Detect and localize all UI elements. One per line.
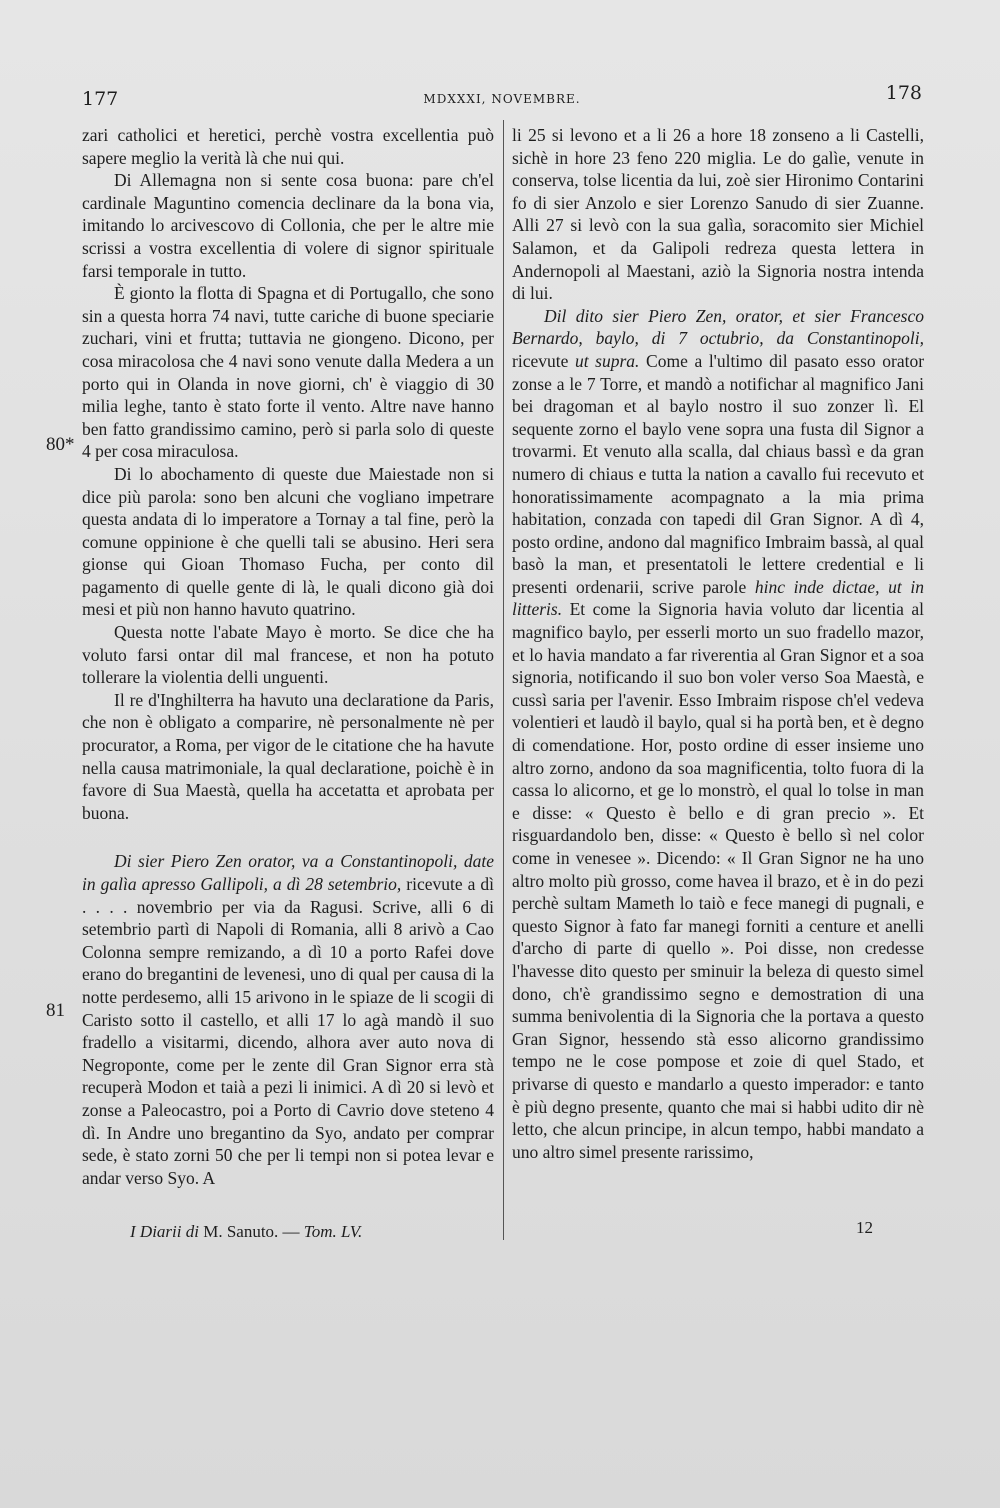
running-head: MDXXXI, NOVEMBRE. <box>423 92 581 106</box>
letter-body-cont: Et come la Signoria havia voluto dar licentia al magnifico baylo, per esserli morto un suo fradello mazor, et lo havia mandato a far riverentia al Gran Signor et a soa signoria, notificando il suo bon voler verso Soa Maestà, e cussì saria per l'avenir. Esso Imbraim rispose ch'el vedeva volentieri et laudò il baylo, qual si ha portà ben, et è degno di comendatione. Hor, posto ordine di esser insieme uno altro zorno, andono da soa magnificentia, tolto fuora di la cassa lo alicorno, et ge lo monstrò, el qual lo tolse in man e disse: « Questo è bello e di gran precio ». Et risguardandolo ben, disse: « Questo è bello sì nel color come in venesee ». Dicendo: « Il Gran Signor ne ha uno altro molto più grosso, come havea il brazo, et è in do pezi perchè sultam Mameth lo taiò e fece manegi di pugnali, e questo Signor à fato far manegi forniti a centure et anelli d'archo di parte di quello ». Poi disse, non credesse l'havesse dito questo per sminuir la beleza di questo simel dono, ch'è grandissimo segno e demostration di una summa benivolentia di la Signoria che la portava a questo Gran Signor, hessendo stà esso alicorno grandissimo tempo ne le cose pompose et zoie di quel Stado, et privarse di questo e mandarlo a questo imperador: e tanto è più degno presente, quanto che mai si habbi udito dir nè letto, che alcun principe, in alcun tempo, habbi mandato a uno altro simel presente rarissimo, <box>512 599 924 1162</box>
paragraph: Il re d'Inghilterra ha havuto una declaratione da Paris, che non è obligato a comparire, nè personalmente nè per procurator, a Roma, per vigor de le citatione che ha havute nella causa matrimoniale, la qual declaratione, poichè è in favore di Sua Maestà, quella ha accetatta et aprobata per buona. <box>82 689 494 823</box>
text-run: ricevute <box>512 350 569 371</box>
letter-body: Come a l'ultimo dil pasato esso orator zonse a le 7 Torre, et mandò a notifichar al magnifico Jani bei dragoman et al baylo nostro il suo zonzer lì. El sequente zorno el baylo vene sopra una fusta dil Signor a trovarmi. Et venuto alla scalla, dal chiaus bassì e da gran numero di chiaus e tutta la nation a cavallo fui recevuto et honoratissimamente acompagnato a la mia prima habitation, conzada con tapedi dil Gran Signor. A dì 4, posto ordine, andono dal magnifico Imbraim bassà, al qual basò la man, et presentatoli le lettere credential e li presenti ordenarii, scrive parole <box>512 350 925 597</box>
footer-title: I Diarii di <box>130 1222 199 1241</box>
paragraph: Di Allemagna non si sente cosa buona: pare ch'el cardinale Maguntino comencia declinare da la bona via, imitando lo arcivescovo di Collonia, che per le altre mie scrissi a vostra excellentia di volere di signor spirituale farsi temporale in tutto. <box>82 170 494 281</box>
footer-volume: Tom. LV. <box>303 1222 363 1241</box>
page-number-right: 178 <box>885 82 922 104</box>
page-footer <box>130 1222 362 1242</box>
right-column <box>512 124 924 1163</box>
page-header <box>82 82 922 118</box>
page-number-left: 177 <box>82 88 119 110</box>
latin-phrase: ut supra. <box>574 350 640 371</box>
signature-mark: 12 <box>856 1218 873 1237</box>
paragraph: Questa notte l'abate Mayo è morto. Se dice che ha voluto farsi ontar dil mal francese, et non ha potuto tollerare la violentia delli unguenti. <box>82 622 494 688</box>
margin-note-80: 80* <box>46 434 75 455</box>
margin-note-81: 81 <box>46 1000 65 1021</box>
paragraph: li 25 si levono et a li 26 a hore 18 zonseno a li Castelli, sichè in hore 23 feno 220 miglia. Le do galìe, venute in conserva, tolse licentia da lui, zoè sier Hironimo Contarini fo di sier Anzolo e sier Lorenzo Sanudo di sier Zuanne. Alli 27 si levò con la sua galìa, soracomito sier Michiel Salamon, et da Galipoli redreza questa lettera in Andernopoli al Maestani, aziò la Signoria nostra intenda di lui. <box>512 125 924 304</box>
letter-heading-paragraph <box>82 850 494 1189</box>
letter-heading: Dil dito sier Piero Zen, orator, et sier Francesco Bernardo, baylo, di 7 octubrio, da Constantinopoli, <box>512 305 924 349</box>
column-divider <box>503 120 504 1240</box>
letter-body: ricevute a dì . . . . novembrio per via da Ragusi. Scrive, alli 6 di setembrio partì di Napoli di Romania, alli 8 arivò a Cao Colonna sempre remizando, a dì 10 a porto Rafei dove erano do bregantini de levenesi, uno di qual per causa di la notte perdesemo, alli 15 arivono in le spiaze de li scogii di Caristo sotto il castello, et alli 17 lo agà mandò il suo fradello a visitarmi, dicendo, alhora aver auto nova di Negroponte, come per le zente dil Gran Signor erra stà recuperà Modon et taià a pezi li inimici. A dì 20 si levò et zonse a Paleocastro, poi a Porto di Cavrio dove steteno 4 dì. In Andre uno bregantino da Syo, andato per comprar sede, è stato zorni 50 che per li tempi non si potea levar e andar verso Syo. A <box>82 874 495 1188</box>
paragraph: zari catholici et heretici, perchè vostra excellentia può sapere meglio la verità là che nui qui. <box>82 125 494 168</box>
letter-heading-paragraph <box>512 305 924 1164</box>
latin-phrase: hinc inde dictae, ut in litteris. <box>512 576 924 620</box>
left-column <box>82 124 494 1189</box>
letter-heading: Di sier Piero Zen orator, va a Constantinopoli, date in galìa apresso Gallipoli, a dì 28 setembrio, <box>82 851 494 894</box>
paragraph: Di lo abochamento di queste due Maiestade non si dice più parola: sono ben alcuni che vogliano impetrare questa andata di lo imperatore a Tornay a tal fine, però la comune oppinione è che quelli tali se abusino. Heri sera gionse qui Gioan Thomaso Fucha, per conto dil pagamento di quelle gente di là, le quali dicono già doi mesi et più non hanno havuto quatrino. <box>82 463 494 620</box>
footer-sep: — <box>282 1222 300 1241</box>
paragraph: È gionto la flotta di Spagna et di Portugallo, che sono sin a questa horra 74 navi, tutte cariche di buone speciarie zuchari, vini et frutta; tuttavia ne giongeno. Dicono, per cosa miracolosa che 4 navi sono venute dalla Medera a un porto qui in Olanda in nove giorni, ch' è viaggio di 30 milia leghe, tanto è stato forte il vento. Altre nave hanno ben fatto grandissimo camino, però si parla solo di queste 4 per cosa miraculosa. <box>82 283 494 462</box>
footer-author: M. Sanuto. <box>203 1222 279 1241</box>
